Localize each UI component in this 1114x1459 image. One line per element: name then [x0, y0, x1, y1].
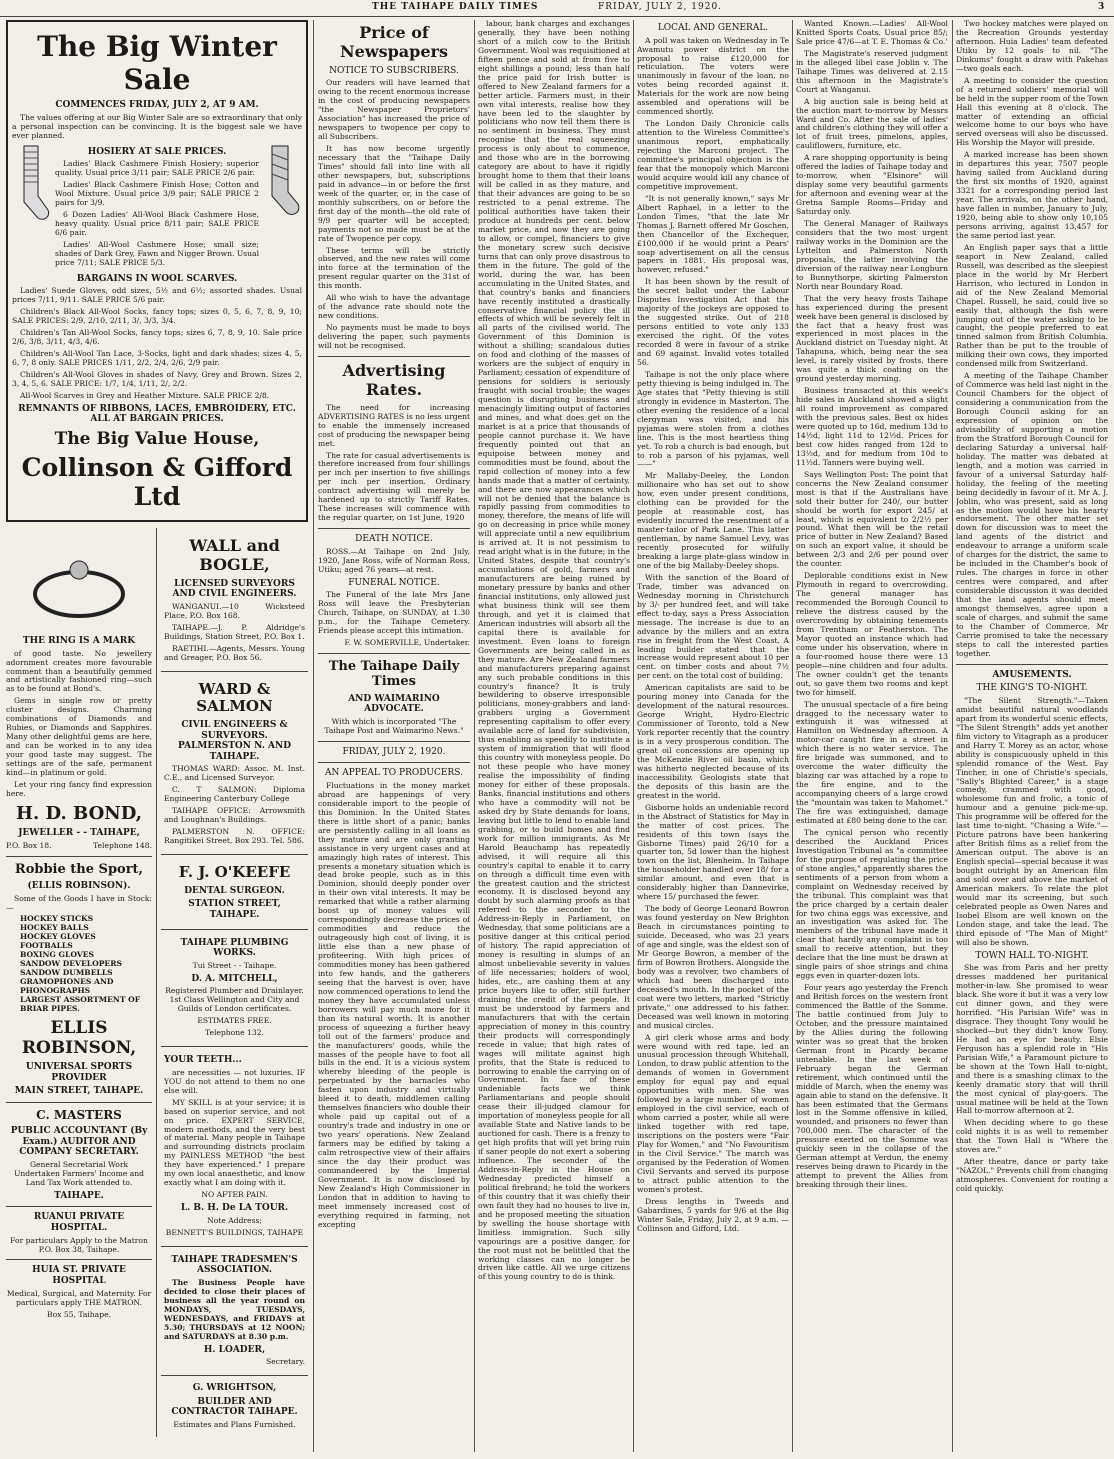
- hosiery-item: Ladies' Black Cashmere Finish Hose; Cotton and Wool Mixture. Usual price 3/9 pair; SALE PRICE 2 pairs for 3/9.: [55, 180, 259, 207]
- amusements-heading: AMUSEMENTS.: [992, 669, 1072, 680]
- ring-icon: [14, 532, 144, 632]
- ward-line: C. T SALMON: Diploma Engineering Canterbury College: [164, 785, 305, 804]
- bond-phone: Telephone 148.: [93, 840, 152, 850]
- okeefe-addr: STATION STREET, TAIHAPE.: [188, 899, 281, 921]
- sale-house: The Big Value House,: [54, 428, 260, 449]
- sale-commences: COMMENCES FRIDAY, JULY 2, AT 9 AM.: [55, 100, 259, 111]
- news-para: That the very heavy frosts Taihape has experienced during the present week have been general is disclosed by the fact that a heavy frost was experienced in most places in the Auckland district on Tuesday night. At Tahapuna, which, being near the sea level, is rarely visited by frosts, there was quite a thick coating on the ground yesterday morning.: [796, 293, 948, 384]
- town-hall-end: When deciding where to go these cold nights it is as well to remember that the Town Hall is "Where the stoves are.": [956, 1118, 1108, 1155]
- local-para: With the sanction of the Board of Trade, timber was advanced on Wednesday morning in Christchurch by 3/- per hundred feet, and will take effect to-day, says a Press Association message. The increase is due to an advance by the millers and an extra rise in freight from the West Coast. A leading builder stated that the increase would represent about 10 per cent. on timber costs and about 7½ per cent. on the total cost of building.: [637, 572, 789, 681]
- robbie-intro: Some of the Goods I have in Stock:—: [6, 893, 152, 912]
- latour-text: are necessities — not luxuries. IF YOU do not attend to them no one else will.: [164, 1067, 305, 1095]
- latour-addr: BENNETT'S BUILDINGS, TAIHAPE: [165, 1227, 304, 1237]
- mitchell-ad: [161, 930, 308, 1048]
- death-text: ROSS.—At Taihape on 2nd July, 1920, Jane Ross, wife of Norman Ross, Utiku; aged 76 years—at rest.: [318, 546, 470, 574]
- robbie-trade: UNIVERSAL SPORTS PROVIDER: [25, 1062, 133, 1083]
- robbie-sub: (ELLIS ROBINSON).: [27, 880, 131, 891]
- paper-text: With which is incorporated "The Taihape Post and Waimarino News.": [324, 716, 464, 735]
- mitchell-head: TAIHAPE PLUMBING WORKS.: [180, 937, 289, 959]
- list-item: LARGEST ASSORTMENT OF BRIAR PIPES.: [20, 995, 141, 1014]
- robbie-ad: [6, 862, 152, 1097]
- local-para: Gisborne holds an undeniable record in the Abstract of Statistics for May in the matter of cost prices. The residents of this town (says the Gisborne Times) paid 26/10 for a quarter ton, 5d lower than the highest town on the list, Blenheim. In Taihape the householder handled over 18/ for a similar amount, and even that is considerably higher than Dannevirke, where 15/ purchased the fewer.: [637, 802, 789, 902]
- hosiery-heading: HOSIERY AT SALE PRICES.: [87, 146, 227, 157]
- price-text: Our readers will have learned that owing to the recent enormous increase in the cost of producing newspapers "the Newspaper Proprietors' Association" has increased the price of newspapers to twopence per copy to all Subscribers.: [318, 78, 470, 142]
- bond-ad: [6, 532, 152, 851]
- news-para: The Magistrate's reserved judgment in the alleged libel case Joblin v. The Taihape Times was delivered at 2.15 this afternoon in the Magistrate's Court at Wanganui.: [796, 48, 948, 94]
- huia-box: Box 55, Taihape.: [47, 1309, 111, 1319]
- column-5: [796, 20, 948, 1452]
- list-item: HOCKEY GLOVES: [20, 932, 96, 942]
- news-para: Deplorable conditions exist in New Plymouth in regard to overcrowding. The general manager has recommended the Borough Council to relieve the distress caused by the overcrowding by obtaining tenements from Trentham or Featherston. The Mayor quoted an instance which had come under his observation, where in a four-roomed house there were 13 people—nine children and four adults. The owner couldn't get the tenants out, so gave them two rooms and kept two for himself.: [796, 571, 948, 697]
- price-text: These terms will be strictly observed, and the new rates will come into force at the termination of the present regular quarter on the 31st of this month.: [318, 245, 470, 291]
- mitchell-line: Telephone 132.: [205, 1028, 264, 1038]
- wrightson-trade: BUILDER AND CONTRACTOR TAIHAPE.: [171, 1396, 298, 1418]
- death-head: DEATH NOTICE.: [355, 534, 433, 545]
- column-6: [956, 20, 1108, 1452]
- mitchell-name: D. A. MITCHELL,: [191, 973, 278, 984]
- masters-ad: [6, 1108, 152, 1201]
- list-item: BOXING GLOVES: [20, 950, 95, 960]
- appeal-head: AN APPEAL TO PRODUCERS.: [325, 768, 463, 779]
- tradesmen-text: The Business People have decided to close their places of business all the year round on MONDAYS, TUESDAYS, WEDNESDAYS, and FRIDAYS at 5.30; THURSDAYS at 12 NOON; and SATURDAYS at 8.30 p.m.: [164, 1277, 305, 1341]
- ruanui-text: For particulars Apply to the Matron P.O. Box 38, Taihape.: [10, 1235, 148, 1254]
- price-title: Price of Newspapers: [340, 23, 448, 61]
- masthead-title: THE TAIHAPE DAILY TIMES: [372, 2, 539, 12]
- appeal-text: Fluctuations in the money market abroad are happenings of very considerable import to the people of this Dominion. In the United States there is little short of a panic; banks are persistently calling in all loans as they mature and are only granting assistance in very urgent cases and at amazingly high rates of interest. This presents a monetary situation which is dead broke people, such as in this Dominion, should deeply ponder over in their own vital interests. It may be remarked that while a rather alarming boost up of money values will correspondingly decrease the prices of commodities and reduce the outrageously high cost of living, it is little else than a new phase of profiteering. With high prices of commodities money has been gathered into few hands, and the gatherers seeing that the harvest is over, have now commenced operations to lend the money they have accumulated unless borrowers will pay much more for it than its natural worth. It is another process of squeezing a further heavy toll out of the farmers' produce and the manufacturers' goods, while the masses of the people have to foot all bills in the end. It is a vicious system whereby bleeding of the people is perpetuated by the barnacles who fasten upon industry and virtually bleed it to death, middlemen calling themselves financiers who double their whole paid up capital out of a country's trade and industry in one or two years' operations. New Zealand farmers may be edified by taking a calm retrospective view of their affairs since the day their product was commandeered by the Imperial Government. It is now disclosed by New Zealand's High Commissioner in London that in addition to having to meet immensely increased cost of everything required in farming, not excepting: [318, 780, 470, 1229]
- list-item: HOCKEY STICKS: [20, 914, 94, 924]
- advertising-title: Advertising Rates.: [342, 361, 446, 399]
- price-text: No payments must be made to boys delivering the paper, such payments will not be recognised.: [318, 323, 470, 351]
- masters-text: General Secretarial Work Undertaken Farmers' Income and Land Tax Work attended to.: [14, 1159, 144, 1187]
- huia-text: Medical, Surgical, and Maternity. For particulars apply THE MATRON.: [6, 1288, 152, 1307]
- local-para: A poll was taken on Wednesday in Te Awamutu power district on the proposal to raise £120,000 for reticulation. The voters were unanimously in favour of the loan, no votes being recorded against it. Materials for the work are now being assembled and operations will be commenced shortly.: [637, 35, 789, 117]
- local-para: A girl clerk whose arms and body were wound with red tape, led an unusual procession through Whitehall, London, to draw public attention to the demands of women in Government employ for equal pay and equal opportunities with men. She was followed by a large number of women employed in the civil service, each of whom carried a poster, while all were linked together with red tape, inscriptions on the posters were "Fair Play for Women," and "No Favouritism in the Civil Service." The march was organised by the Federation of Women Civil Servants and served its purpose to attract public attention to the women's protest.: [637, 1032, 789, 1194]
- masthead-date: FRIDAY, JULY 2, 1920.: [598, 2, 723, 12]
- news-para: A meeting of the Taihape Chamber of Commerce was held last night in the Council Chambers for the object of considering a communication from the Borough Council asking for an expression of opinion on the advisability of supporting a motion from the Stratford Borough Council for declaring Saturday a universal half-holiday. The matter was debated at length, and a motion was carried in favour of a universal Saturday half-holiday, the feeling of the meeting being decidedly in favour of it. Mr A. J. Joblin, who was present, said as long as the motion would have his hearty endorsement. The other matter set down for discussion was to meet the land agents of the district and endeavour to arrange a uniform scale of charges for the district, the same to be included in the Chamber's book of rules. The charges in force in other centres were compared, and after considerable discussion it was decided that the land agents should meet amongst themselves, agree upon a scale of charges, and submit the same to the Chamber of Commerce. Mr Carrie promised to take the necessary steps to call the interested parties together.: [956, 371, 1108, 658]
- wrightson-ad: [161, 1376, 308, 1437]
- scarves-item: All-Wool Scarves in Grey and Heather Mixture. SALE PRICE 2/8.: [20, 390, 270, 400]
- tradesmen-role: Secretary.: [266, 1357, 305, 1367]
- latour-text: NO AFTER PAIN.: [201, 1190, 268, 1200]
- bond-text: of good taste. No jewellery adornment creates more favourable comment than a beautifully gemmed and artistically fashioned ring—such as to be found at Bond's.: [6, 648, 152, 694]
- local-para: Taihape is not the only place where petty thieving is being indulged in. The Age states that "Petty thieving is still strongly in evidence in Masterton. The other evening the residence of a local clergyman was visited, and his pyjamas were stolen from a clothes line. This is the most heartless thing yet. To rob a church is bad enough, but to rob a parson of his pyjamas, well——": [637, 369, 789, 469]
- bond-text: Gems in single row or pretty cluster designs. Charming combinations of Diamonds and Rubies, or Diamonds and Sapphires. Many other delightful gems are here, and can be worked in to any idea your good taste may suggest. The settings are of the safe, permanent kind—in platinum or gold.: [6, 696, 152, 777]
- sale-title: The Big Winter Sale: [37, 30, 277, 97]
- winter-sale-ad: [6, 20, 308, 522]
- wall-line: RAETIHI.—Agents, Messrs. Young and Greager, P.O. Box 56.: [164, 643, 305, 662]
- latour-note: Note Address;: [207, 1215, 262, 1225]
- mitchell-line: Registered Plumber and Drainlayer. 1st Class Wellington and City and Guilds of London certificates.: [165, 986, 304, 1014]
- huia-name: HUIA ST. PRIVATE HOSPITAL: [32, 1265, 126, 1287]
- ruanui-name: RUANUI PRIVATE HOSPITAL.: [33, 1212, 125, 1233]
- bond-name: H. D. BOND,: [16, 802, 142, 824]
- sale-firm: Collinson & Gifford Ltd: [21, 452, 293, 512]
- list-item: FOOTBALLS: [20, 941, 73, 951]
- scarves-item: Children's All-Wool Gloves in shades of Navy, Grey and Brown. Sizes 2, 3, 4, 5, 6. SALE PRICE: 1/7, 1/4, 1/11, 2/, 2/2.: [12, 369, 302, 388]
- wall-line: TAIHAPE.—J. P. Aldridge's Buildings, Station Street, P.O. Box 1.: [164, 622, 305, 641]
- news-para: Business transacted at this week's hide sales in Auckland showed a slight all round improvement as compared with the previous sales. Best ox hides were quoted up to 16d, medium 13d to 14½d, light 11d to 12½d. Prices for best cow hides ranged from 12d to 13½d, and for medium from 10d to 11½d. Tanners were buying well.: [796, 386, 948, 467]
- scarves-heading: BARGAINS IN WOOL SCARVES.: [76, 273, 238, 284]
- hosiery-item: 6 Dozen Ladies' All-Wool Black Cashmere Hose, heavy quality. Usual price 8/11 pair; SALE PRICE 6/6 pair.: [55, 209, 259, 237]
- news-para: An English paper says that a little seaport in New Zealand, called Russell, was described as the sleepiest place in the world by Mr Herbert Harrison, who lectured in London in aid of the New Zealand Memorial Chapel. Russell, he said, could live so easily that, although the fish were jumping out of the water asking to be caught, the people preferred to eat tinned salmon from British Columbia. Rather than be put to the trouble of milking their own cows, they imported condensed milk from Switzerland.: [956, 242, 1108, 369]
- local-heading: LOCAL AND GENERAL.: [657, 23, 769, 33]
- bond-caption: THE RING IS A MARK: [22, 635, 136, 646]
- news-para: A meeting to consider the question of a returned soldiers' memorial will be held in the supper room of the Town Hall this evening at 8 o'clock. The matter of extending an official welcome home to our boys who have served overseas will also be discussed. His Worship the Mayor will preside.: [956, 75, 1108, 148]
- local-para: Dress lengths in Tweeds and Gabardines, 5 yards for 9/6 at the Big Winter Sale, Friday, July 2, at 9 a.m. —Collinson and Gifford, Ltd.: [637, 1196, 789, 1233]
- robbie-addr: MAIN STREET, TAIHAPE.: [14, 1086, 144, 1097]
- list-item: HOCKEY BALLS: [20, 923, 89, 933]
- news-para: A rare shopping opportunity is being offered the ladies of Taihape today and to-morrow, when "Elsinore" will display some very beautiful garments for afternoon and evening wear at the Gretna Sample Rooms—Friday and Saturday only.: [796, 153, 948, 217]
- paper-date: FRIDAY, JULY 2, 1920.: [342, 746, 446, 757]
- editorial-text: labour, bank charges and exchanges generally, they have been nothing short of a milch cow to the British Government. Wool was requisitioned at fifteen pence and sold at from five to eight shillings a pound; less than half the price paid for Irish butter is offered to New Zealand farmers for a better article. Farmers must, in their own vital interests, realise how they have been led to the slaughter by politicians who now tell them there is no sentiment in business. They must recognise that the real squeezing process is only about to commence, and those who are in the borrowing category are about to have it rigidly brought home to them that their loans will be called in as they mature, and that their advances are going to be so restricted to a penal extreme. The political authorities have taken their produce at hundreds per cent. below market price, and now they are going to allow, or compel, financiers to give the monetary screw such decisive turns that can only prove disastrous to them in the future. The gold of the world, during the war, has been accumulating in the United States, and that country's banks and financiers have recently instituted a drastically conservative financial policy the ill effects of which will be severely felt in all parts of the civilised world. The Government of this Dominion is without a shilling; scandalous duties on food and clothing of the masses of workers are the subject of enquiry in Parliament; cessation of expenditure of pensions for soldiers is seriously fraught with social trouble; the wages question is disrupting business and menacingly limiting output of factories and mines, and what does get on the market is at a price that thousands of people cannot purchase it. We have frequently pointed out that an equipoise between money and commodities must be found, about the rapid collection of money into a few hands made that a matter of certainty, and there are now appearances which will not be denied that the balance is rapidly passing from commodities to money, therefore, the means of life will go on decreasing in price while money will appreciate until a new equilibrium is arrived at. It is not pessimism to read aright what is in the future; in the United States, despite that country's accumulations of gold, farmers and manufacturers are being ruined by monetary pressure by banks and other financial institutions, only allowed just what business think will see them through, and yet it is claimed that American industries will absorb all the capital there is available for investment. Even loans to foreign Governments are being called in as they mature. Are New Zealand farmers and manufacturers preparing against any such probable conditions in this country's finance? It is truly bewildering to observe irresponsible politicians, money-grabbers and land-grabbers urging a Government representing capitalism to offer every available acre of land for subdivision, thus enabling as speedily to institute a system of immigration that will flood this country with moneyless people. Do not these people who have money realise the impossibility of finding money for either of these proposals. Banks, financial institutions and others who have a commodity will not be asked dry by State demands for loans, leaving but little to lend to enable land grabbing, or to build homes and find work for million immigrants. As Mr Harold Beauchamp has repeatedly advised, it will require all this country's capital to enable it to carry on through a difficult time even with the greatest caution and the strictest economy. It is disclosed beyond any doubt by such alarming proofs as that referred to the seconder to the Address-in-Reply in Parliament, on Wednesday, that some politicians are a positive danger at this critical period of history. The rapid appreciation of money is resulting in slumps of an almost unbelievable severity in values of life necessaries; holders of wool, hides, etc., are cashing them at any price buyers like to offer, still further draining the credit of the people. It must be understood by farmers and manufacturers that with the certain appreciation of money in this country their products will correspondingly recede in value; that high rates of wages will militate against high profits, that the State is reduced to borrowing to enable the carrying on of Government. In face of these undeniable facts we think Parliamentarians and people should cease their ill-judged clamour for importation of moneyless people for all available State and Native lands to be auctioned for cash. There is a frenzy to get high profits that will yet bring ruin if saner people do not exert a sobering influence. The seconder of the Address-in-Reply in the House on Wednesday predicted himself a political firebrand; he told the workers of this country that it was chiefly their own fault they had no houses to live in, and he proposed meeting the situation by swelling the house shortage with limitless immigration. Such silly vapourings are a positive danger, for the root must not be belittled that the working classes can no longer be driven like cattle. All we urge citizens of this young country to do is think.: [478, 20, 630, 1282]
- bond-line: JEWELLER - - TAIHAPE,: [18, 828, 140, 839]
- masters-name: C. MASTERS: [36, 1107, 122, 1122]
- tradesmen-ad: [161, 1247, 308, 1376]
- advertising-text: The need for increasing ADVERTISING RATES is no less urgent to enable the immensely increased cost of producing the newspaper being met.: [318, 402, 470, 448]
- list-item: GRAMOPHONES AND PHONOGRAPHS: [20, 977, 114, 996]
- masters-town: TAIHAPE.: [54, 1190, 104, 1201]
- news-para: The cynical person who recently described the Auckland Prices Investigation Tribunal as "a committee for the purpose of regulating the price of stone angles," apparently shares the sentiments of a person from whom a complaint on Wednesday received by the tribunal. This complaint was that the price charged by a certain dealer for two china eggs was excessive, and an investigation was asked for. The members of the tribunal have made it clear that hardly any complaint is too small to receive attention, but they declare that the line must be drawn at single pairs of shoe strings and china eggs even in quarter-dozen lots.: [796, 827, 948, 981]
- ward-sub: CIVIL ENGINEERS & SURVEYORS. PALMERSTON N. AND TAIHAPE.: [177, 720, 292, 762]
- ward-line: PALMERSTON N. OFFICE: Rangitikei Street, Box 293. Tel. 586.: [164, 827, 305, 846]
- town-hall-heading: TOWN HALL TO-NIGHT.: [975, 950, 1089, 961]
- wall-line: WANGANUI.—10 Wicksteed Place, P.O. Box 168.: [164, 601, 305, 620]
- wrightson-name: G. WRIGHTSON,: [192, 1383, 277, 1394]
- tradesmen-name: H. LOADER,: [203, 1344, 266, 1355]
- news-para: Wanted Known.—Ladies' All-Wool Knitted Sports Coats. Usual price 85/; Sale price 47/6—at T. E. Thomas & Co.': [796, 20, 948, 46]
- local-para: The London Daily Chronicle calls attention to the Wireless Committee's unanimous report, emphatically rejecting the Marconi project. The committee's principal objection is the fear that the monopoly which Marconi would acquire would kill any chance of competitive improvement.: [637, 119, 789, 191]
- scarves-item: Children's All-Wool Tan Lace, 3-Socks, light and dark shades; sizes 4, 5, 6, 7, 8 only. SALE PRICES 1/11, 2/2, 2/4, 2/6, 2/9 pair.: [12, 348, 302, 367]
- local-para: American capitalists are said to be pouring money into Canada for the development of the natural resources. George Wright, Hydro-Electric Commissioner of Toronto, told a New York reporter recently that the country is in a very prosperous condition. The great oil concessions are opening up the McKenzie River oil basin, which was hitherto neglected because of its inaccessibility. Geologists state that the deposits of this basin are the greatest in the world.: [637, 683, 789, 800]
- kings-heading: THE KING'S TO-NIGHT.: [976, 683, 1088, 694]
- nazol-ad: After theatre, dance or party take "NAZOL." Prevents chill from changing atmospheres. Convenient for routing a cold quickly.: [956, 1157, 1108, 1194]
- advertising-text: The rate for casual advertisements is therefore increased from four shillings per inch per insertion to five shillings per inch per insertion. Ordinary contract advertising will merely be hardened up to strictly Tariff Rates. These increases will commence with the regular quarter, on 1st June, 1920: [318, 450, 470, 523]
- local-para: "It is not generally known," says Mr Albert Raphael, in a letter to the London Times, "that the late Mr Thomas J. Barnett offered Mr Goschen, then Chancellor of the Exchequer, £100,000 if he would print a Pears' soap advertisement on all the census papers in 1881. His proposal was, however, refused.": [637, 193, 789, 275]
- latour-ad: [161, 1047, 308, 1246]
- hosiery-item: Ladies' Black Cashmere Finish Hosiery; superior quality. Usual price 3/11 pair; SALE PRICE 2/6 pair.: [55, 159, 259, 178]
- paper-sub: AND WAIMARINO ADVOCATE.: [348, 693, 440, 715]
- latour-name: L. B. H. De LA TOUR.: [180, 1203, 289, 1214]
- wall-bogle-ad: [161, 528, 308, 672]
- ward-name: WARD & SALMON: [196, 679, 273, 716]
- ward-line: THOMAS WARD: Assoc. M. Inst. C.E., and Licensed Surveyor.: [164, 764, 305, 783]
- kings-text: "The Silent Strength."—Taken amidst beautiful natural woodlands apart from its wonderful scenic effects, "The Silent Strength" adds yet another film victory to Vitagraph as a producer and Harry T. Morey as an actor, whose ability is conspicuously upheld in this splendid romance of the West. Fay Tincher, in one of Christie's specials, "Sally's Blighted Career," is a stage comedy, crammed with good, wholesome fun and frolic, a tonic of humour and a genuine pick-me-up. This programme will be offered for the last time to-night. "Chasing a Wife."—Picture patrons have been hankering after British films as a relief from the American output. The above is an English special—special because it was bought outright by an American film and sold over and above the market of American makers. To relate the plot would mar its screening, but such celebrated people as Owen Nares and Isobel Elsom are well known on the London stage, and take the lead. The third episode of "The Man of Might" will also be shown.: [956, 695, 1108, 947]
- okeefe-name: F. J. O'KEEFE: [178, 863, 291, 882]
- ward-line: TAIHAPE OFFICE: Arrowsmith and Loughnan's Buildings.: [164, 806, 305, 825]
- sale-intro: The values offering at our Big Winter Sale are so extraordinary that only a personal inspection can be convincing. It is the biggest sale we have ever planned.: [12, 112, 302, 140]
- news-para: Four years ago yesterday the French and British forces on the western front commenced the Battle of the Somme. The battle continued from July to October, and the pressure maintained by the Allies during the following winter was so great that the broken German front in Picardy became untenable. In the last week of February began the German retirement, which continued until the middle of March, when the enemy was again able to stand on the defensive. It has been estimated that the Germans lost in the Somme offensive in killed, wounded, and prisoners no fewer than 700,000 men. The character of the pressure exerted on the Somme was quickly seen in the collapse of the German attempt at Verdun, the enemy reserves being drawn to Picardy in the attempt to prevent the Allies from breaking through their lines.: [796, 983, 948, 1190]
- robbie-title: Robbie the Sport,: [14, 861, 144, 877]
- bond-text: Let your ring fancy find expression here.: [6, 779, 152, 798]
- news-para: The General Manager of Railways considers that the two most urgent railway works in the Dominion are the Lyttelton and Palmerston North proposals, the latter involving the diversion of the railway near Longburn to Bunnythorpe, skirting Palmerston North near Boundary Road.: [796, 219, 948, 291]
- mitchell-line: ESTIMATES FREE.: [197, 1016, 272, 1026]
- funeral-text: The Funeral of the late Mrs Jane Ross will leave the Presbyterian Church, Taihape, on SUNDAY, at 1.30 p.m., for the Taihape Cemetery. Friends please accept this intimation.: [318, 590, 470, 636]
- local-para: The body of George Leonard Bowron was found yesterday on New Brighton Beach in circumstances pointing to suicide. Deceased, who was 23 years of age and single, was the eldest son of Mr George Bowron, a member of the firm of Bowron Brothers. Alongside the body was a revolver, two chambers of which had been discharged into deceased's mouth. In the pocket of the coat were two letters, marked "Strictly private," one addressed to his father. Deceased was well known in motoring and musical circles.: [637, 904, 789, 1030]
- robbie-name: ELLIS ROBINSON,: [21, 1017, 137, 1059]
- news-para: Two hockey matches were played on the Recreation Grounds yesterday afternoon. Huia Ladies' team defeated Utiku by 12 goals to nil. "The Dinkums" fought a draw with Pakehas—two goals each.: [956, 20, 1108, 73]
- latour-head: YOUR TEETH...: [164, 1055, 242, 1066]
- news-para: A big auction sale is being held at the auction mart to-morrow by Messrs Ward and Co. After the sale of ladies' and children's clothing they will offer a lot of fruit trees, pimelons, apples, cauliflowers, furniture, etc.: [796, 96, 948, 151]
- list-item: SANDOW DEVELOPERS: [20, 959, 122, 969]
- stocking-icon: [12, 144, 52, 224]
- latour-text: MY SKILL is at your service; it is based on superior service, and not on price. EXPERT SERVICE, modern methods, and the very best of material. Many people in Taihape and surrounding districts proclaim my PAINLESS METHOD "the best they have experienced." I prepare my own local anaesthetic, and know exactly what I am doing with it.: [164, 1097, 305, 1188]
- news-para: Says Wellington Post: The point that concerns the New Zealand consumer most is that if the Australians have sold their butter for 240/, our butter should be worth for export 245/ at least, which is equivalent to 2/2½ per pound. What then will be the retail price of butter in New Zealand? Based on such an export value, it should be between 2/3 and 2/6 per pound over the counter.: [796, 469, 948, 569]
- price-text: All who wish to have the advantage of the advance rate should note the new conditions.: [318, 293, 470, 321]
- sock-icon: [262, 144, 302, 224]
- price-sub: NOTICE TO SUBSCRIBERS.: [329, 65, 459, 76]
- wall-name: WALL and BOGLE,: [189, 535, 280, 574]
- column-1: [6, 20, 308, 1452]
- mitchell-addr: Tui Street - - Taihape.: [192, 960, 277, 970]
- local-para: Mr Mallaby-Deeley, the London millionaire who has set out to show how, even under present conditions, clothing can be provided for the people at reasonable cost, has evidently incurred the resentment of a master-tailor of Park Lane. This latter gentleman, by name Samuel Levy, was recently prosecuted for wilfully breaking a large plate-glass window in one of the big Mallaby-Deeley shops.: [637, 471, 789, 570]
- wall-sub: LICENSED SURVEYORS AND CIVIL ENGINEERS.: [172, 578, 297, 600]
- ward-salmon-ad: [161, 672, 308, 855]
- town-hall-text: She was from Paris and her pretty dresses maddened her puritanical mother-in-law. She promised to wear black. She wore it but it was a very low cut dinner gown, and they were horrified. "His Parisian Wife" was in disgrace. They thought Tony would be shocked—but they didn't know Tony. He had an eye for beauty. Elsie Ferguson has a splendid role in "His Parisian Wife," a Paramount picture to be shown at the Town Hall to-night, and there is a smashing climax to the keenly dramatic story that will thrill the most cynical of play-goers. The usual matinee will be held at the Town Hall to-morrow afternoon at 2.: [956, 963, 1108, 1116]
- scarves-item: Children's Tan All-Wool Socks, fancy tops; sizes 6, 7, 8, 9, 10. Sale price 2/6, 3/8, 3/11, 4/3, 4/6.: [12, 328, 302, 346]
- wrightson-line: Estimates and Plans Furnished.: [173, 1419, 296, 1429]
- funeral-head: FUNERAL NOTICE.: [348, 577, 440, 588]
- bond-box: P.O. Box 18.: [6, 840, 52, 850]
- tradesmen-head: TAIHAPE TRADESMEN'S ASSOCIATION.: [171, 1254, 298, 1276]
- scarves-item: Children's Black All-Wool Socks, fancy tops; sizes 0, 5, 6, 7, 8, 9, 10; SALE PRICES: 2/9, 2/10, 2/11, 3/, 3/3, 3/4.: [12, 307, 302, 326]
- scarves-item: Ladies' Suede Gloves, odd sizes, 5½ and 6½; assorted shades. Usual prices 7/11, 9/11. SALE PRICE 5/6 pair.: [12, 286, 302, 305]
- okeefe-ad: [161, 855, 308, 930]
- column-3: [478, 20, 630, 1452]
- column-4: [637, 20, 789, 1452]
- column-2: [318, 20, 470, 1452]
- news-para: The unusual spectacle of a fire being dragged to the necessary water to extinguish it was witnessed at Hamilton on Wednesday afternoon. A motor-car caught fire in a street in which there is no water service. The fire brigade was summoned, and to overcome the water difficulty the blazing car was attached by a rope to the fire engine, and to the accompanying cheers of a large crowd the "mountain was taken to Mahomet." The fire was extinguished, damage estimated at £80 being done to the car.: [796, 699, 948, 825]
- list-item: SANDOW DUMBELLS: [20, 968, 113, 978]
- okeefe-sub: DENTAL SURGEON.: [184, 885, 285, 896]
- page-number: 3: [1098, 2, 1106, 12]
- hosiery-item: Ladies' All-Wool Cashmere Hose; small size; shades of Dark Grey, Fawn and Nigger Brown. Usual price 7/11; SALE PRICE 5/3.: [55, 239, 259, 267]
- price-text: It has now become urgently necessary that the "Taihape Daily Times" should fall into line with all other newspapers, but, subscriptions paid in advance—in or before the first week of the quarter, or, in the case of monthly subscribers, on or before the first day of the month—the old rate of 9/9 per quarter will be accepted; payments not so made must be at the rate of Twopence per copy.: [318, 144, 470, 243]
- local-para: It has been shown by the result of the secret ballot under the Labour Disputes Investigation Act that the majority of the jockeys are opposed to the suggested strike. Out of 218 persons entitled to vote only 133 exercised the right. Of the votes recorded 8 were in favour of a strike and 69 against. Invalid votes totalled 56.: [637, 277, 789, 367]
- paper-title: The Taihape Daily Times: [328, 658, 460, 690]
- masthead: [0, 0, 1114, 17]
- news-para: A marked increase has been shown in departures this year, 7507 people having sailed from Auckland during the first six months of 1920, against 3321 for a corresponding period last year. The arrivals, on the other hand, have fallen in number, January to July, 1920, being able to show only 10,105 persons arriving, against 13,457 for the same period last year.: [956, 150, 1108, 240]
- remnants-line: REMNANTS OF RIBBONS, LACES, EMBROIDERY, ETC. ALL AT BARGAIN PRICES.: [18, 403, 296, 425]
- masters-title: PUBLIC ACCOUNTANT (By Exam.) AUDITOR AND COMPANY SECRETARY.: [10, 1126, 148, 1158]
- funeral-sign: F. W. SOMERVILLE, Undertaker.: [344, 637, 470, 647]
